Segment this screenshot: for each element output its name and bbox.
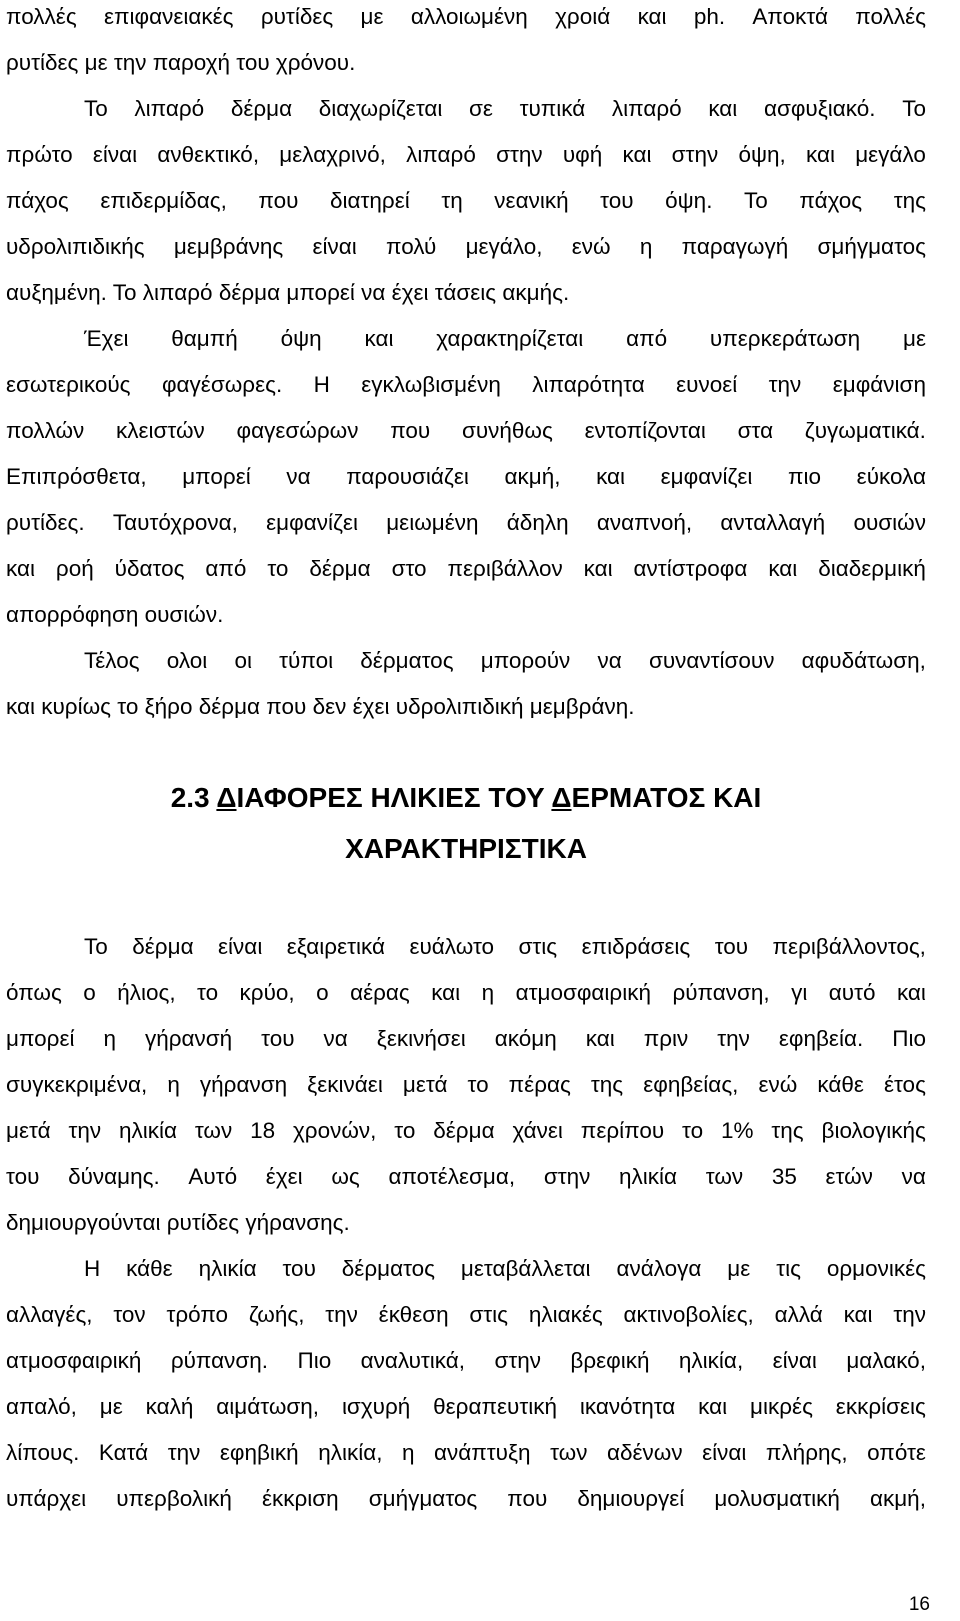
word: εμφανίζει bbox=[266, 510, 358, 535]
word: λιπαρό bbox=[611, 96, 682, 121]
word: μπορεί bbox=[6, 1026, 75, 1051]
word: φαγέσωρες. bbox=[161, 372, 283, 397]
word: μπορεί bbox=[182, 464, 251, 489]
word: εφηβείας, bbox=[643, 1072, 739, 1097]
word: με bbox=[360, 4, 384, 29]
word: λιπαρότητα bbox=[532, 372, 645, 397]
word: γι bbox=[791, 980, 808, 1005]
word: την bbox=[325, 1302, 358, 1327]
word: ηλικία, bbox=[318, 1440, 383, 1465]
word: Έχει bbox=[84, 326, 129, 351]
word: την bbox=[893, 1302, 926, 1327]
word: υφή bbox=[562, 142, 603, 167]
word: Ταυτόχρονα, bbox=[112, 510, 238, 535]
word: εντοπίζονται bbox=[584, 418, 706, 443]
word: κάθε bbox=[126, 1256, 173, 1281]
word: ευνοεί bbox=[676, 372, 738, 397]
word: έκθεση bbox=[378, 1302, 449, 1327]
word: ισχυρή bbox=[341, 1394, 411, 1419]
word: μελαχρινό, bbox=[279, 142, 386, 167]
word: από bbox=[205, 556, 247, 581]
word: ζωής, bbox=[248, 1302, 305, 1327]
word: δέρμα bbox=[309, 556, 371, 581]
word: η bbox=[639, 234, 653, 259]
word: ανάπτυξη bbox=[434, 1440, 531, 1465]
text-line bbox=[84, 94, 926, 124]
word: η bbox=[167, 1072, 180, 1097]
word: χρονών, bbox=[292, 1118, 377, 1143]
word: Κατά bbox=[98, 1440, 149, 1465]
word: υδρολιπιδικής bbox=[6, 234, 145, 259]
word: των bbox=[194, 1118, 233, 1143]
word: αναπνοή, bbox=[596, 510, 693, 535]
word: την bbox=[68, 1118, 102, 1143]
word: την bbox=[717, 1026, 750, 1051]
word: ηλικία, bbox=[678, 1348, 744, 1373]
word: ορμονικές bbox=[826, 1256, 926, 1281]
word: αντίστροφα bbox=[633, 556, 748, 581]
word: 1% bbox=[721, 1118, 754, 1143]
word: στις bbox=[518, 934, 558, 959]
word: ηλιακές bbox=[528, 1302, 603, 1327]
text-line bbox=[6, 508, 926, 538]
word: Η bbox=[313, 372, 330, 397]
word: στις bbox=[469, 1302, 509, 1327]
word: των bbox=[550, 1440, 588, 1465]
word: φαγεσώρων bbox=[236, 418, 359, 443]
word: όψη bbox=[280, 326, 322, 351]
word: κάθε bbox=[817, 1072, 864, 1097]
word: ακμή, bbox=[504, 464, 561, 489]
heading-part: ΙΑΦΟΡΕΣ ΗΛΙΚΙΕΣ ΤΟΥ bbox=[236, 782, 552, 813]
word: χροιά bbox=[555, 4, 611, 29]
word: θεραπευτική bbox=[433, 1394, 558, 1419]
word: του bbox=[714, 934, 749, 959]
word: χαρακτηρίζεται bbox=[436, 326, 584, 351]
word: επιδράσεις bbox=[581, 934, 691, 959]
word: βρεφική bbox=[570, 1348, 650, 1373]
word: και bbox=[896, 980, 926, 1005]
text-line: και κυρίως το ξήρο δέρμα που δεν έχει υδρολιπιδική μεμβράνη. bbox=[6, 694, 635, 719]
word: να bbox=[323, 1026, 348, 1051]
word: πρώτο bbox=[6, 142, 73, 167]
word: ολοι bbox=[166, 648, 208, 673]
word: όψη, bbox=[738, 142, 786, 167]
word: όπως bbox=[6, 980, 62, 1005]
page-number: 16 bbox=[908, 1594, 930, 1615]
word: υπερκεράτωση bbox=[709, 326, 861, 351]
word: την bbox=[768, 372, 802, 397]
word: ευάλωτο bbox=[409, 934, 495, 959]
word: εμφάνιση bbox=[832, 372, 926, 397]
word: αφυδάτωση, bbox=[801, 648, 926, 673]
word: στα bbox=[737, 418, 774, 443]
word: στην bbox=[671, 142, 719, 167]
word: το bbox=[267, 556, 289, 581]
word: και bbox=[364, 326, 394, 351]
section-number: 2.3 bbox=[170, 782, 210, 813]
word: εγκλωβισμένη bbox=[361, 372, 501, 397]
text-line bbox=[6, 554, 926, 584]
word: ηλικία bbox=[619, 1164, 678, 1189]
word: αναλυτικά, bbox=[360, 1348, 466, 1373]
word: αλλοιωμένη bbox=[410, 4, 528, 29]
word: ικανότητα bbox=[579, 1394, 676, 1419]
word: δέρμα bbox=[433, 1118, 495, 1143]
word: της bbox=[590, 1072, 624, 1097]
word: μπορούν bbox=[480, 648, 571, 673]
heading-part: Δ bbox=[216, 782, 237, 813]
word: δέρμα bbox=[132, 934, 194, 959]
word: ο bbox=[83, 980, 96, 1005]
word: ηλικία bbox=[118, 1118, 177, 1143]
text-line bbox=[84, 324, 926, 354]
word: τις bbox=[776, 1256, 801, 1281]
heading-part: ΕΡΜΑΤΟΣ ΚΑΙ bbox=[571, 782, 762, 813]
word: πολλές bbox=[855, 4, 926, 29]
word: έχει bbox=[265, 1164, 303, 1189]
word: καλή bbox=[145, 1394, 194, 1419]
word: είναι bbox=[702, 1440, 747, 1465]
word: ανταλλαγή bbox=[720, 510, 826, 535]
word: περιβάλλον bbox=[447, 556, 563, 581]
word: ρύπανση, bbox=[672, 980, 770, 1005]
text-line bbox=[6, 232, 926, 262]
word: αυτό bbox=[828, 980, 876, 1005]
word: στην bbox=[496, 142, 543, 167]
word: και bbox=[637, 4, 667, 29]
word: υπάρχει bbox=[6, 1486, 87, 1511]
word: το bbox=[467, 1072, 489, 1097]
word: Αυτό bbox=[188, 1164, 238, 1189]
word: αλλαγές, bbox=[6, 1302, 93, 1327]
word: η bbox=[481, 980, 495, 1005]
word: εσωτερικούς bbox=[6, 372, 131, 397]
text-line bbox=[6, 186, 926, 216]
text-line: απορρόφηση ουσιών. bbox=[6, 602, 224, 627]
word: τη bbox=[441, 188, 463, 213]
word: της bbox=[771, 1118, 804, 1143]
word: αέρας bbox=[350, 980, 410, 1005]
word: της bbox=[893, 188, 926, 213]
word: μικρές bbox=[750, 1394, 813, 1419]
word: που bbox=[390, 418, 431, 443]
word: όψη. bbox=[665, 188, 713, 213]
word: ακόμη bbox=[494, 1026, 557, 1051]
word: μειωμένη bbox=[386, 510, 479, 535]
word: Επιπρόσθετα, bbox=[6, 464, 147, 489]
word: μεγάλο, bbox=[465, 234, 543, 259]
word: ζυγωματικά. bbox=[804, 418, 926, 443]
word: βιολογικής bbox=[821, 1118, 926, 1143]
word: ατμοσφαιρική bbox=[515, 980, 651, 1005]
word: δέρματος bbox=[341, 1256, 436, 1281]
word: του bbox=[600, 188, 634, 213]
word: με bbox=[99, 1394, 123, 1419]
word: παραγωγή bbox=[681, 234, 789, 259]
word: αιμάτωση, bbox=[216, 1394, 320, 1419]
word: εφηβεία. bbox=[778, 1026, 864, 1051]
word: είναι bbox=[772, 1348, 817, 1373]
word: Πιο bbox=[297, 1348, 332, 1373]
word: ύδατος bbox=[114, 556, 185, 581]
word: να bbox=[597, 648, 622, 673]
text-line bbox=[6, 1346, 926, 1376]
word: δέρμα bbox=[230, 96, 293, 121]
text-line bbox=[6, 1070, 926, 1100]
word: μετά bbox=[6, 1118, 51, 1143]
word: η bbox=[401, 1440, 415, 1465]
word: ξεκινάει bbox=[307, 1072, 383, 1097]
text-line bbox=[6, 2, 926, 32]
word: εφηβική bbox=[219, 1440, 299, 1465]
word: ενώ bbox=[758, 1072, 798, 1097]
text-line bbox=[6, 140, 926, 170]
word: δύναμης. bbox=[68, 1164, 160, 1189]
text-line: αυξημένη. Το λιπαρό δέρμα μπορεί να έχει τάσεις ακμής. bbox=[6, 280, 570, 305]
word: γήρανσή bbox=[144, 1026, 233, 1051]
word: διαδερμική bbox=[818, 556, 926, 581]
word: υπερβολική bbox=[116, 1486, 232, 1511]
word: η bbox=[103, 1026, 116, 1051]
text-line bbox=[6, 1116, 926, 1146]
word: έτος bbox=[883, 1072, 926, 1097]
word: 35 bbox=[771, 1164, 797, 1189]
word: δημιουργεί bbox=[577, 1486, 685, 1511]
word: κρύο, bbox=[239, 980, 295, 1005]
word: Η bbox=[84, 1256, 101, 1281]
word: Το bbox=[84, 934, 108, 959]
word: εκκρίσεις bbox=[835, 1394, 926, 1419]
word: πιο bbox=[788, 464, 822, 489]
word: Πιο bbox=[892, 1026, 926, 1051]
heading-part: Δ bbox=[551, 782, 572, 813]
word: του bbox=[261, 1026, 295, 1051]
word: ατμοσφαιρική bbox=[6, 1348, 142, 1373]
word: περιβάλλοντος, bbox=[772, 934, 926, 959]
word: λιπαρό bbox=[406, 142, 476, 167]
word: είναι bbox=[218, 934, 263, 959]
word: νεανική bbox=[494, 188, 569, 213]
word: λιπαρό bbox=[134, 96, 205, 121]
word: μαλακό, bbox=[846, 1348, 926, 1373]
text-line bbox=[6, 1300, 926, 1330]
word: που bbox=[258, 188, 299, 213]
word: πολλών bbox=[6, 418, 85, 443]
text-line: δημιουργούνται ρυτίδες γήρανσης. bbox=[6, 1210, 350, 1235]
word: ουσιών bbox=[853, 510, 926, 535]
word: ετών bbox=[825, 1164, 873, 1189]
word: τυπικά bbox=[519, 96, 586, 121]
word: πάχος bbox=[6, 188, 69, 213]
word: πολύ bbox=[386, 234, 437, 259]
word: με bbox=[903, 326, 926, 351]
word: οπότε bbox=[867, 1440, 926, 1465]
word: διαχωρίζεται bbox=[318, 96, 443, 121]
word: έκκριση bbox=[261, 1486, 339, 1511]
word: και bbox=[431, 980, 461, 1005]
word: απαλό, bbox=[6, 1394, 77, 1419]
word: συναντίσουν bbox=[648, 648, 775, 673]
word: ασφυξιακό. bbox=[763, 96, 876, 121]
word: και bbox=[768, 556, 798, 581]
word: λίπους. bbox=[6, 1440, 80, 1465]
section-heading-line-1 bbox=[6, 780, 926, 816]
word: πλήρης, bbox=[765, 1440, 848, 1465]
text-line bbox=[6, 978, 926, 1008]
word: πολλές bbox=[6, 4, 77, 29]
word: χάνει bbox=[512, 1118, 563, 1143]
word: δέρματος bbox=[360, 648, 454, 673]
word: ροή bbox=[55, 556, 94, 581]
word: Αποκτά bbox=[752, 4, 828, 29]
word: και bbox=[622, 142, 652, 167]
word: στο bbox=[391, 556, 427, 581]
word: συγκεκριμένα, bbox=[6, 1072, 148, 1097]
word: σε bbox=[469, 96, 493, 121]
word: ανάλογα bbox=[616, 1256, 702, 1281]
word: ακτινοβολίες, bbox=[623, 1302, 754, 1327]
text-line bbox=[84, 932, 926, 962]
word: μεταβάλλεται bbox=[460, 1256, 591, 1281]
word: που bbox=[507, 1486, 548, 1511]
word: είναι bbox=[312, 234, 357, 259]
text-line bbox=[6, 1438, 926, 1468]
word: τον bbox=[113, 1302, 146, 1327]
word: και bbox=[596, 464, 626, 489]
word: την bbox=[167, 1440, 201, 1465]
word: Τέλος bbox=[84, 648, 140, 673]
text-line bbox=[6, 1392, 926, 1422]
text-line bbox=[6, 370, 926, 400]
text-line bbox=[84, 646, 926, 676]
word: εμφανίζει bbox=[660, 464, 753, 489]
text-line bbox=[6, 416, 926, 446]
word: 18 bbox=[250, 1118, 276, 1143]
word: επιφανειακές bbox=[103, 4, 234, 29]
word: να bbox=[286, 464, 311, 489]
word: αποτέλεσμα, bbox=[388, 1164, 516, 1189]
word: μετά bbox=[402, 1072, 448, 1097]
word: είναι bbox=[92, 142, 138, 167]
word: επιδερμίδας, bbox=[100, 188, 227, 213]
word: και bbox=[583, 556, 613, 581]
word: ο bbox=[316, 980, 329, 1005]
word: γήρανση bbox=[199, 1072, 288, 1097]
word: ενώ bbox=[571, 234, 611, 259]
word: διατηρεί bbox=[330, 188, 410, 213]
word: ως bbox=[331, 1164, 360, 1189]
word: ανθεκτικό, bbox=[157, 142, 260, 167]
word: πάχος bbox=[799, 188, 863, 213]
word: να bbox=[901, 1164, 926, 1189]
word: Το bbox=[84, 96, 108, 121]
text-line: ρυτίδες με την παροχή του χρόνου. bbox=[6, 50, 356, 75]
text-line bbox=[84, 1254, 926, 1284]
word: ρύπανση. bbox=[170, 1348, 269, 1373]
word: και bbox=[708, 96, 738, 121]
text-line bbox=[6, 1024, 926, 1054]
section-heading-line-2: ΧΑΡΑΚΤΗΡΙΣΤΙΚΑ bbox=[345, 833, 587, 864]
word: και bbox=[585, 1026, 615, 1051]
text-line bbox=[6, 1162, 926, 1192]
word: μεγάλο bbox=[855, 142, 926, 167]
word: πέρας bbox=[508, 1072, 571, 1097]
word: και bbox=[6, 556, 35, 581]
word: εξαιρετικά bbox=[286, 934, 385, 959]
word: ήλιος, bbox=[117, 980, 176, 1005]
word: ακμή, bbox=[869, 1486, 926, 1511]
word: και bbox=[698, 1394, 728, 1419]
word: το bbox=[197, 980, 219, 1005]
word: θαμπή bbox=[171, 326, 238, 351]
word: τύποι bbox=[279, 648, 334, 673]
word: συνήθως bbox=[461, 418, 553, 443]
word: κλειστών bbox=[116, 418, 205, 443]
word: Το bbox=[902, 96, 926, 121]
word: ph. bbox=[693, 4, 726, 29]
text-line bbox=[6, 462, 926, 492]
word: το bbox=[682, 1118, 704, 1143]
word: ξεκινήσει bbox=[376, 1026, 466, 1051]
word: Το bbox=[744, 188, 768, 213]
word: στην bbox=[543, 1164, 591, 1189]
word: σμήγματος bbox=[817, 234, 926, 259]
word: στην bbox=[494, 1348, 541, 1373]
word: ηλικία bbox=[198, 1256, 257, 1281]
word: με bbox=[727, 1256, 751, 1281]
word: του bbox=[6, 1164, 40, 1189]
word: και bbox=[805, 142, 835, 167]
word: το bbox=[394, 1118, 416, 1143]
word: εύκολα bbox=[856, 464, 926, 489]
word: αδένων bbox=[606, 1440, 683, 1465]
word: ρυτίδες. bbox=[6, 510, 85, 535]
word: αλλά bbox=[774, 1302, 823, 1327]
text-line bbox=[6, 1484, 926, 1514]
word: των bbox=[705, 1164, 744, 1189]
word: ρυτίδες bbox=[260, 4, 334, 29]
word: άδηλη bbox=[506, 510, 569, 535]
word: παρουσιάζει bbox=[346, 464, 469, 489]
word: από bbox=[626, 326, 668, 351]
word: περίπου bbox=[580, 1118, 665, 1143]
word: μολυσματική bbox=[714, 1486, 840, 1511]
word: οι bbox=[234, 648, 252, 673]
word: του bbox=[282, 1256, 316, 1281]
word: πριν bbox=[643, 1026, 689, 1051]
word: και bbox=[843, 1302, 873, 1327]
word: τρόπο bbox=[166, 1302, 229, 1327]
word: μεμβράνης bbox=[173, 234, 284, 259]
word: σμήγματος bbox=[368, 1486, 478, 1511]
